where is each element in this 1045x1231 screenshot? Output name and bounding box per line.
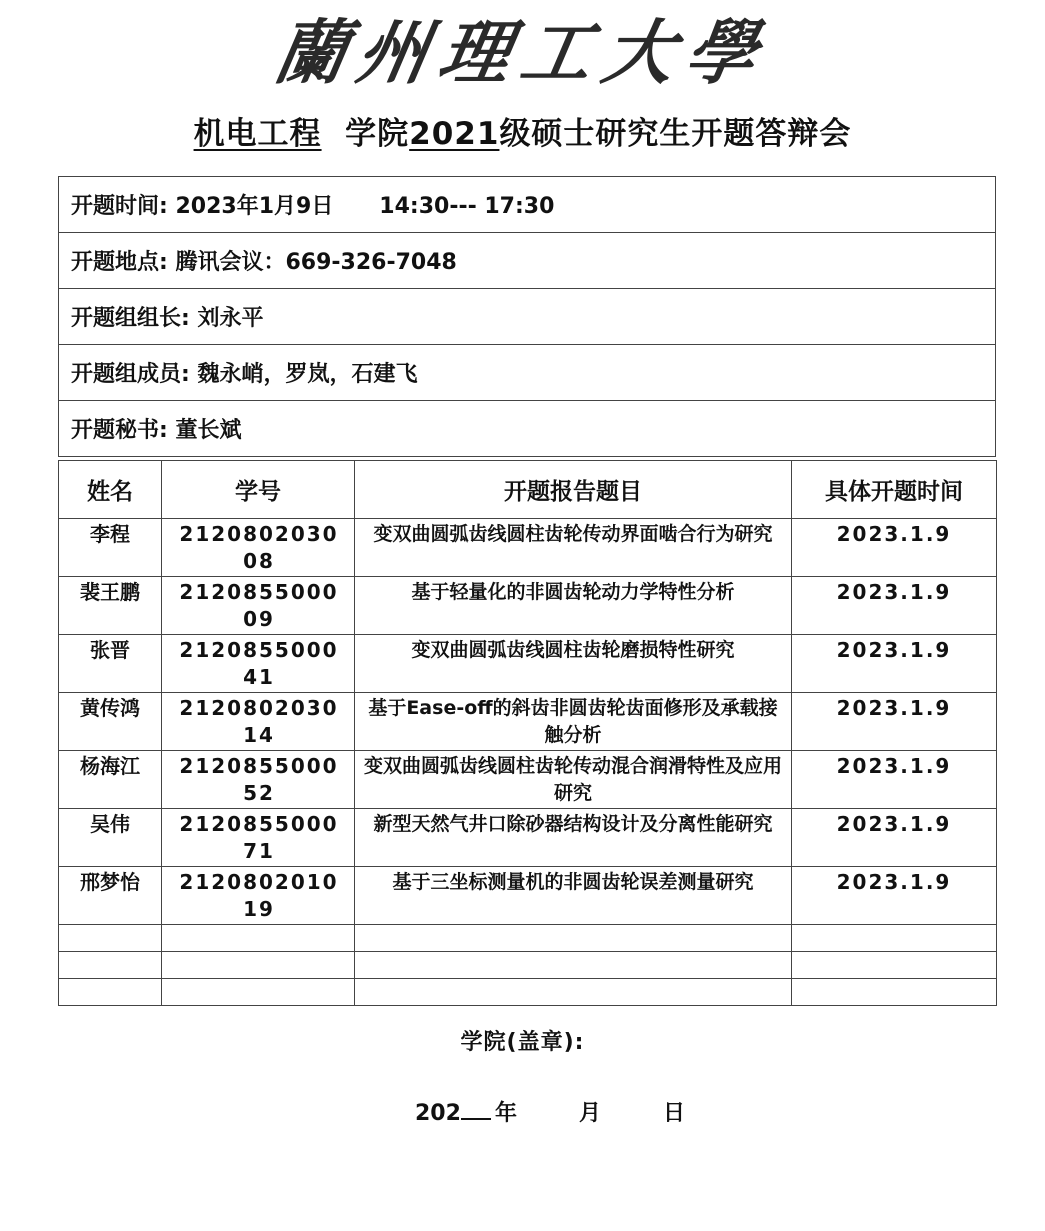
info-value: 董长斌 (175, 418, 242, 443)
info-row-location (59, 233, 996, 289)
defense-date: 2023.1.9 (792, 751, 997, 809)
table-row (59, 867, 997, 925)
report-topic: 基于轻量化的非圆齿轮动力学特性分析 (355, 577, 792, 635)
university-logo (0, 0, 1045, 95)
info-label: 开题秘书: (71, 418, 168, 443)
date-prefix: 202 (415, 1101, 461, 1126)
page-title (0, 108, 1045, 153)
info-row-secretary (59, 401, 996, 457)
student-name: 李程 (59, 519, 162, 577)
date-line (415, 1096, 685, 1127)
info-label: 开题组成员: (71, 362, 190, 387)
info-label: 开题时间: (71, 194, 168, 219)
info-table (58, 176, 996, 457)
title-college: 机电工程 (193, 116, 322, 152)
empty-cell (355, 952, 792, 979)
report-topic: 变双曲圆弧齿线圆柱齿轮传动界面啮合行为研究 (355, 519, 792, 577)
student-id: 212080203008 (162, 519, 355, 577)
student-name: 邢梦怡 (59, 867, 162, 925)
empty-cell (162, 952, 355, 979)
defense-date: 2023.1.9 (792, 635, 997, 693)
student-id: 212085500041 (162, 635, 355, 693)
report-topic: 变双曲圆弧齿线圆柱齿轮磨损特性研究 (355, 635, 792, 693)
info-row-members (59, 345, 996, 401)
report-topic: 新型天然气井口除砂器结构设计及分离性能研究 (355, 809, 792, 867)
empty-cell (355, 925, 792, 952)
report-topic: 基于Ease-off的斜齿非圆齿轮齿面修形及承载接触分析 (355, 693, 792, 751)
table-row (59, 809, 997, 867)
empty-cell (162, 979, 355, 1006)
table-header-row (59, 461, 997, 519)
students-table (58, 460, 997, 1006)
header-topic: 开题报告题目 (355, 461, 792, 519)
student-name: 杨海江 (59, 751, 162, 809)
report-topic: 基于三坐标测量机的非圆齿轮误差测量研究 (355, 867, 792, 925)
student-name: 黄传鸿 (59, 693, 162, 751)
student-name: 张晋 (59, 635, 162, 693)
info-label: 开题地点: (71, 250, 168, 275)
table-row (59, 751, 997, 809)
header-name: 姓名 (59, 461, 162, 519)
empty-cell (162, 925, 355, 952)
report-topic: 变双曲圆弧齿线圆柱齿轮传动混合润滑特性及应用研究 (355, 751, 792, 809)
empty-row (59, 925, 997, 952)
info-value: 魏永峭，罗岚，石建飞 (197, 362, 418, 387)
empty-cell (59, 979, 162, 1006)
student-id: 212085500071 (162, 809, 355, 867)
student-name: 吴伟 (59, 809, 162, 867)
empty-cell (59, 925, 162, 952)
empty-row (59, 979, 997, 1006)
empty-row (59, 952, 997, 979)
table-body (59, 519, 997, 1006)
header-id: 学号 (162, 461, 355, 519)
info-value: 刘永平 (197, 306, 264, 331)
year-blank (461, 1098, 491, 1120)
table-row (59, 577, 997, 635)
seal-label: 学院(盖章): (460, 1030, 585, 1055)
logo-text: 蘭州理工大學 (268, 11, 775, 94)
title-year: 2021 (409, 116, 500, 152)
empty-cell (59, 952, 162, 979)
student-id: 212080201019 (162, 867, 355, 925)
defense-date: 2023.1.9 (792, 693, 997, 751)
info-label: 开题组组长: (71, 306, 190, 331)
info-row-time (59, 177, 996, 233)
title-part1: 学院 (345, 116, 410, 152)
empty-cell (355, 979, 792, 1006)
date-day: 日 (662, 1101, 685, 1126)
student-id: 212085500052 (162, 751, 355, 809)
empty-cell (792, 925, 997, 952)
table-row (59, 693, 997, 751)
student-name: 裴王鹏 (59, 577, 162, 635)
empty-cell (792, 952, 997, 979)
student-id: 212085500009 (162, 577, 355, 635)
defense-date: 2023.1.9 (792, 519, 997, 577)
header-date: 具体开题时间 (792, 461, 997, 519)
defense-date: 2023.1.9 (792, 809, 997, 867)
defense-date: 2023.1.9 (792, 577, 997, 635)
empty-cell (792, 979, 997, 1006)
date-year: 年 (494, 1101, 517, 1126)
title-part2: 级硕士研究生开题答辩会 (499, 116, 852, 152)
date-month: 月 (578, 1101, 601, 1126)
defense-date: 2023.1.9 (792, 867, 997, 925)
student-id: 212080203014 (162, 693, 355, 751)
info-value: 腾讯会议：669-326-7048 (175, 250, 457, 275)
info-row-leader (59, 289, 996, 345)
info-value: 2023年1月9日 14:30--- 17:30 (175, 194, 555, 219)
table-row (59, 635, 997, 693)
table-row (59, 519, 997, 577)
